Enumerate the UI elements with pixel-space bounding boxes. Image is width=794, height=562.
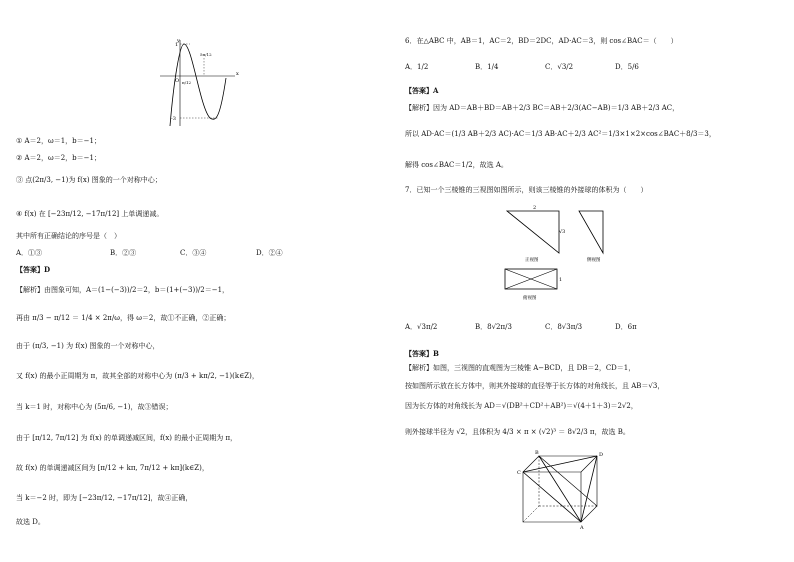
analysis-line-8: 当 k＝−2 时，即为 [−23π/12, −17π/12]，故④正确， bbox=[16, 494, 193, 502]
option-a: A．①③ bbox=[16, 249, 43, 257]
dim-top-label: 2 bbox=[533, 205, 537, 211]
statement-1: ① A＝2，ω＝1，b＝−1； bbox=[16, 137, 101, 145]
q6-analysis-3: 解得 cos∠BAC＝1/2，故选 A。 bbox=[405, 161, 508, 169]
analysis-line-2: 再由 π/3 − π/12 ＝ 1/4 × 2π/ω，得 ω＝2，故①不正确，②正确； bbox=[16, 314, 231, 322]
analysis-line-3: 由于 (π/3, −1) 为 f(x) 图象的一个对称中心， bbox=[16, 342, 160, 350]
analysis-line-1: 【解析】由图象可知，A＝(1−(−3))/2＝2，b＝(1+(−3))/2＝−1， bbox=[16, 286, 230, 294]
dim-right-label: 1 bbox=[559, 277, 563, 283]
statement-3: ③ 点(2π/3, −1)为 f(x) 图象的一个对称中心； bbox=[16, 176, 162, 184]
analysis-line-9: 故选 D。 bbox=[16, 518, 45, 526]
question-text: 其中所有正确结论的序号是（ ） bbox=[16, 232, 121, 240]
tick2-label: 5π/12 bbox=[200, 52, 212, 57]
q6-option-d: D．5/6 bbox=[615, 63, 639, 71]
q6-analysis-2: 所以 AD·AC＝(1/3 AB＋2/3 AC)·AC＝1/3 AB·AC＋2/3 AC²＝1/3×1×2×cos∠BAC＋8/3＝3， bbox=[405, 130, 716, 138]
tick1-label: π/12 bbox=[182, 80, 192, 85]
q7-analysis-1: 【解析】如图，三视图的直观图为三棱锥 A−BCD，且 DB＝2，CD＝1， bbox=[405, 364, 636, 372]
analysis-line-7: 故 f(x) 的单调递减区间为 [π/12 + kπ, 7π/12 + kπ](k∈Z)， bbox=[16, 464, 209, 472]
vertex-a-label: A bbox=[580, 525, 584, 531]
analysis-line-4: 又 f(x) 的最小正周期为 π，故其全部的对称中心为 (π/3 + kπ/2, −1)(k∈Z)， bbox=[16, 372, 259, 380]
sine-graph bbox=[160, 38, 240, 126]
analysis-line-5: 当 k＝1 时，对称中心为 (5π/6, −1)，故③错误； bbox=[16, 403, 173, 411]
q7-option-d: D．6π bbox=[615, 323, 637, 331]
statement-4: ④ f(x) 在 [−23π/12, −17π/12] 上单调递减。 bbox=[16, 210, 164, 218]
q7-text: 7．已知一个三棱锥的三视图如图所示，则该三棱锥的外接球的体积为（ ） bbox=[405, 186, 648, 194]
bottom-value-label: -3 bbox=[171, 116, 176, 122]
q6-text: 6．在△ABC 中，AB＝1，AC＝2，BD＝2DC，AD·AC＝3，则 cos∠BAC＝（ ） bbox=[405, 37, 678, 45]
side-view-label: 侧视图 bbox=[587, 258, 601, 263]
answer: 【答案】D bbox=[16, 265, 51, 274]
top-view-label: 俯视图 bbox=[523, 296, 537, 301]
dim-side-label: √3 bbox=[559, 229, 566, 235]
q6-option-a: A．1/2 bbox=[405, 63, 429, 71]
q7-analysis-2: 按如图所示放在长方体中，则其外接球的直径等于长方体的对角线长，且 AB＝√3， bbox=[405, 382, 665, 390]
option-b: B．②③ bbox=[110, 249, 137, 257]
q7-analysis-3: 因为长方体的对角线长为 AD＝√(DB²＋CD²＋AB²)＝√(4＋1＋3)＝2√2， bbox=[405, 402, 638, 410]
q7-analysis-4: 则外接球半径为 √2，且体积为 4/3 × π × (√2)³ ＝ 8√2/3 π，故选 B。 bbox=[405, 428, 630, 436]
front-view-label: 正视图 bbox=[525, 258, 539, 263]
y-axis-label: y bbox=[177, 38, 180, 44]
q7-answer: 【答案】B bbox=[405, 349, 439, 358]
analysis-line-6: 由于 [π/12, 7π/12] 为 f(x) 的单调递减区间，f(x) 的最小正周期为 π， bbox=[16, 434, 238, 442]
q6-option-b: B．1/4 bbox=[475, 63, 499, 71]
q6-option-c: C．√3/2 bbox=[545, 63, 574, 71]
q7-option-a: A．√3π/2 bbox=[405, 323, 438, 331]
option-c: C．③④ bbox=[180, 249, 207, 257]
vertex-c-label: C bbox=[517, 470, 521, 476]
q6-answer: 【答案】A bbox=[405, 86, 439, 95]
vertex-b-label: B bbox=[535, 450, 539, 456]
front-view-shape bbox=[507, 211, 559, 253]
top-value-label: 1 bbox=[175, 42, 179, 48]
cuboid-figure bbox=[517, 450, 627, 530]
q6-analysis-1: 【解析】因为 AD＝AB＋BD＝AB＋2/3 BC＝AB＋2/3(AC−AB)＝1/3 AB＋2/3 AC， bbox=[405, 104, 680, 112]
side-view-shape bbox=[579, 211, 603, 253]
option-d: D．②④ bbox=[256, 249, 283, 257]
statement-2: ② A＝2，ω＝2，b＝−1； bbox=[16, 154, 101, 162]
q7-option-b: B．8√2π/3 bbox=[475, 323, 512, 331]
vertex-d-label: D bbox=[599, 452, 604, 458]
three-views bbox=[497, 203, 677, 305]
origin-label: O bbox=[175, 78, 180, 84]
q7-option-c: C．8√3π/3 bbox=[545, 323, 583, 331]
x-axis-label: x bbox=[236, 71, 239, 77]
